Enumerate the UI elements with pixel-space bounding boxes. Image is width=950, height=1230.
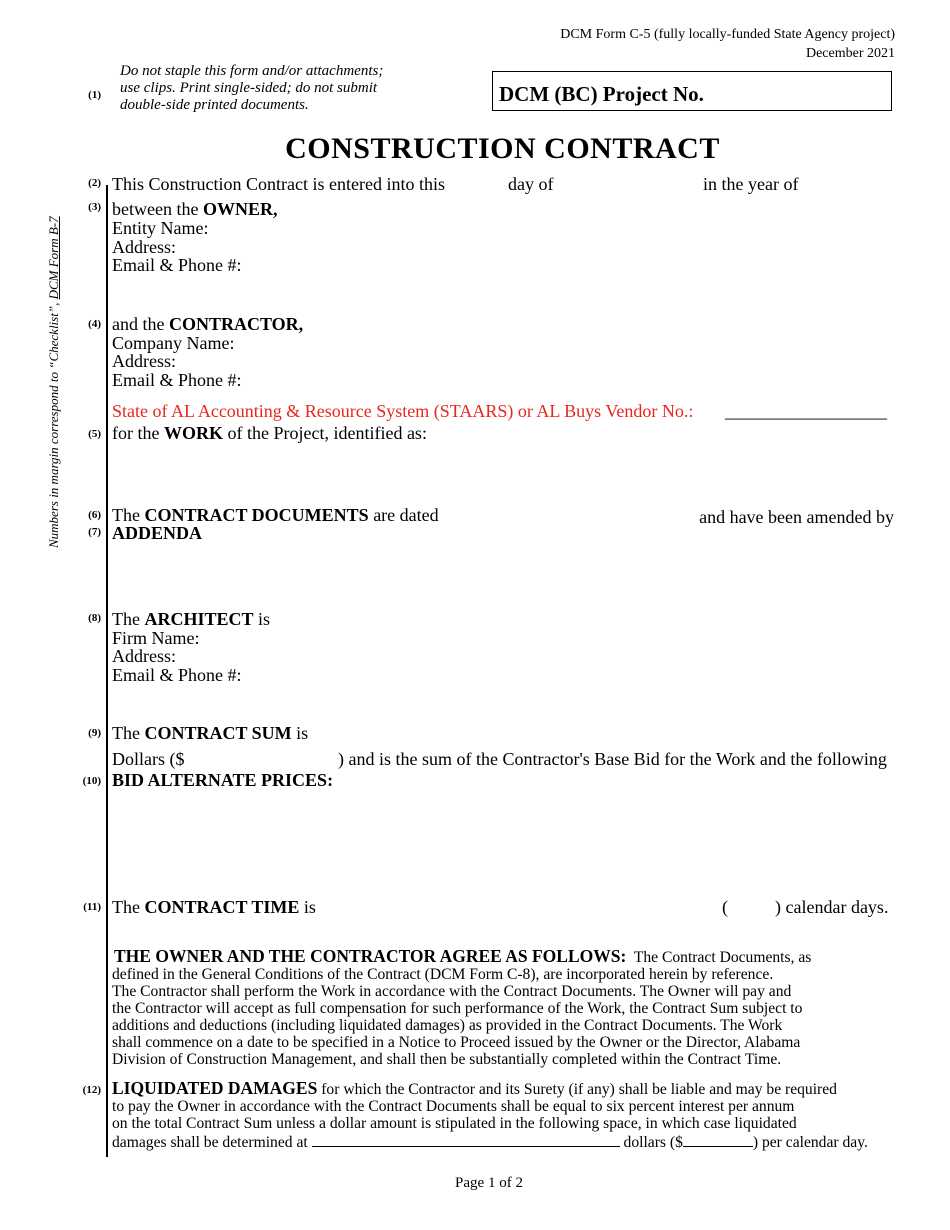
architect-email-phone: Email & Phone #: — [112, 665, 242, 685]
page-title: CONSTRUCTION CONTRACT — [285, 132, 720, 165]
work-bold: WORK — [163, 423, 223, 443]
agreement-paragraph — [112, 948, 895, 1068]
agreement-line: defined in the General Conditions of the Contract (DCM Form C-8), are incorporated herein by reference. — [112, 966, 774, 983]
architect-heading — [112, 610, 270, 629]
page-number: Page 1 of 2 — [455, 1175, 523, 1191]
item-number-11: (11) — [83, 901, 101, 913]
liquidated-amount-field[interactable] — [312, 1132, 620, 1147]
liquidated-damages-paragraph — [112, 1080, 895, 1151]
form-date: December 2021 — [805, 46, 895, 61]
item-number-10: (10) — [82, 775, 101, 787]
architect-rest: is — [253, 609, 271, 629]
agreement-heading: THE OWNER AND THE CONTRACTOR AGREE AS FOLLOWS: — [114, 946, 627, 966]
item-number-2: (2) — [88, 177, 101, 189]
contract-date-intro: This Construction Contract is entered into this — [112, 174, 445, 194]
item-number-1: (1) — [88, 89, 101, 101]
addenda-heading — [112, 524, 202, 543]
contractor-lead: and the — [112, 314, 169, 334]
contractor-address: Address: — [112, 351, 176, 371]
sum-bold: CONTRACT SUM — [144, 723, 292, 743]
liquidated-dollar-field[interactable] — [683, 1132, 753, 1147]
amended-by-label: and have been amended by — [699, 507, 894, 527]
day-of-label: day of — [508, 174, 554, 194]
agreement-line: additions and deductions (including liquidated damages) as provided in the Contract Documents. The Work — [112, 1017, 783, 1034]
notice-line: Do not staple this form and/or attachments; — [120, 63, 384, 79]
notice-line: use clips. Print single-sided; do not submit — [120, 80, 378, 96]
agreement-line: The Contractor shall perform the Work in accordance with the Contract Documents. The Owner will pay and — [112, 983, 792, 1000]
agreement-line: Division of Construction Management, and shall then be substantially completed within the Contract Time. — [112, 1051, 782, 1068]
owner-lead: between the — [112, 199, 203, 219]
calendar-days-label: ) calendar days. — [775, 897, 889, 917]
per-day-label: ) per calendar day. — [752, 1134, 868, 1151]
addenda-bold: ADDENDA — [112, 523, 202, 543]
contract-sum-heading — [112, 724, 308, 743]
dollars-open-label: dollars ($ — [623, 1134, 683, 1151]
contractor-company-name: Company Name: — [112, 333, 235, 353]
contractor-heading — [112, 315, 303, 334]
liquidated-line: damages shall be determined at — [112, 1134, 308, 1151]
work-lead: for the — [112, 423, 164, 443]
architect-bold: ARCHITECT — [144, 609, 254, 629]
agreement-line: shall commence on a date to be specified in a Notice to Proceed issued by the Owner or the Director, Alabama — [112, 1034, 801, 1051]
owner-entity-name: Entity Name: — [112, 218, 209, 238]
agreement-line: the Contractor will accept as full compensation for such performance of the Work, the Contract Sum subject to — [112, 1000, 803, 1017]
vendor-number-label: State of AL Accounting & Resource System (STAARS) or AL Buys Vendor No.: — [112, 401, 694, 421]
notice-line: double-side printed documents. — [120, 97, 309, 113]
agreement-line: The Contract Documents, as — [633, 949, 812, 966]
item-number-7: (7) — [88, 526, 101, 538]
liquidated-line: to pay the Owner in accordance with the Contract Documents shall be equal to six percent interest per annum — [112, 1098, 795, 1115]
contract-sum-rest: ) and is the sum of the Contractor's Base Bid for the Work and the following — [338, 749, 887, 769]
time-rest: is — [299, 897, 316, 917]
documents-lead: The — [112, 505, 145, 525]
dollars-label: Dollars ($ — [112, 749, 185, 769]
liquidated-line: for which the Contractor and its Surety (if any) shall be liable and may be required — [321, 1081, 837, 1098]
item-number-9: (9) — [88, 727, 101, 739]
owner-heading — [112, 200, 277, 219]
time-bold: CONTRACT TIME — [144, 897, 300, 917]
work-rest: of the Project, identified as: — [223, 423, 427, 443]
margin-note — [46, 216, 62, 548]
margin-rule — [106, 185, 108, 1157]
architect-firm-name: Firm Name: — [112, 628, 200, 648]
work-description — [112, 424, 427, 443]
item-number-3: (3) — [88, 201, 101, 213]
notice-text — [120, 63, 383, 114]
architect-lead: The — [112, 609, 145, 629]
project-number-label: DCM (BC) Project No. — [499, 82, 704, 106]
owner-bold: OWNER, — [202, 199, 278, 219]
vendor-number-field[interactable]: __________________ — [725, 401, 887, 421]
liquidated-damages-heading: LIQUIDATED DAMAGES — [112, 1078, 318, 1098]
item-number-6: (6) — [88, 509, 101, 521]
margin-note-form: DCM Form B-7 — [46, 216, 61, 300]
contractor-bold: CONTRACTOR, — [168, 314, 304, 334]
documents-bold: CONTRACT DOCUMENTS — [144, 505, 369, 525]
year-of-label: in the year of — [703, 174, 799, 194]
contractor-email-phone: Email & Phone #: — [112, 370, 242, 390]
item-number-5: (5) — [88, 428, 101, 440]
bid-alternates-bold: BID ALTERNATE PRICES: — [112, 770, 334, 790]
project-number-box[interactable] — [492, 71, 892, 111]
item-number-8: (8) — [88, 612, 101, 624]
sum-rest: is — [291, 723, 309, 743]
item-number-4: (4) — [88, 318, 101, 330]
sum-lead: The — [112, 723, 145, 743]
item-number-12: (12) — [82, 1084, 101, 1096]
contract-time-heading — [112, 898, 316, 917]
time-lead: The — [112, 897, 145, 917]
margin-note-prefix: Numbers in margin correspond to “Checklist”, — [46, 299, 61, 548]
liquidated-line: on the total Contract Sum unless a dollar amount is stipulated in the following space, in which case liquidated — [112, 1115, 797, 1132]
bid-alternates-heading — [112, 771, 333, 790]
owner-email-phone: Email & Phone #: — [112, 255, 242, 275]
owner-address: Address: — [112, 237, 176, 257]
time-open-paren: ( — [722, 897, 728, 917]
documents-rest: are dated — [368, 505, 439, 525]
architect-address: Address: — [112, 646, 176, 666]
form-id: DCM Form C-5 (fully locally-funded State Agency project) — [560, 27, 895, 42]
